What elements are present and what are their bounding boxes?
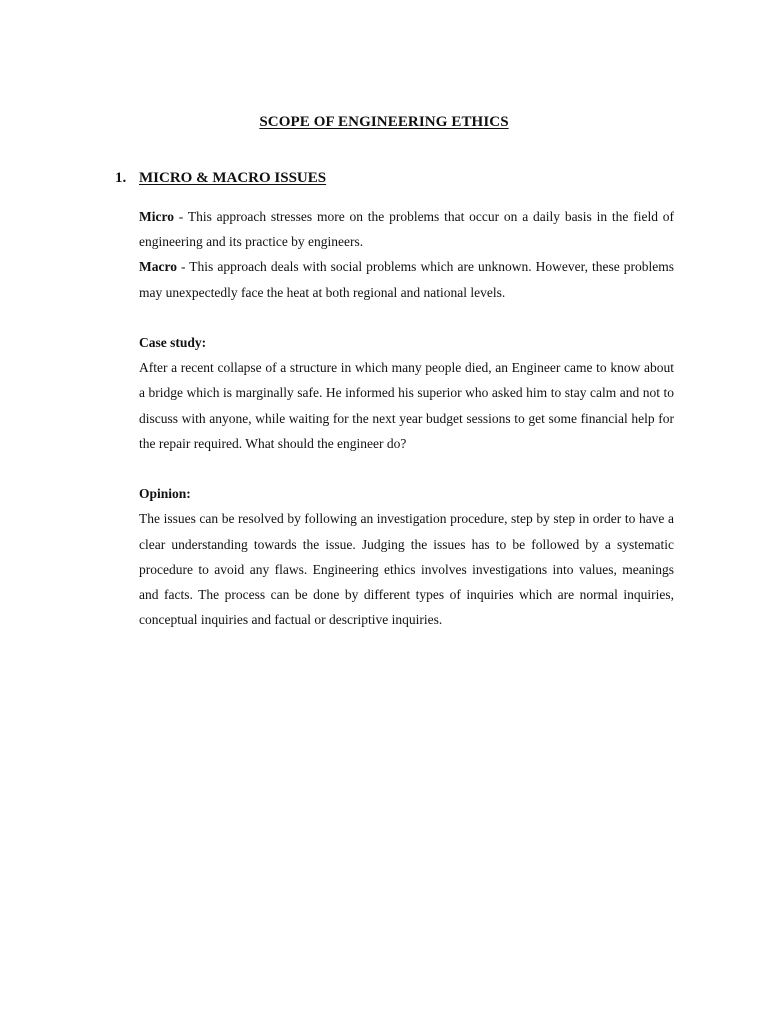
- spacer: [139, 305, 674, 330]
- micro-text: - This approach stresses more on the problems that occur on a daily basis in the field of engineering and its practice by engineers.: [139, 209, 674, 250]
- section-number: 1.: [115, 170, 127, 186]
- document-title: SCOPE OF ENGINEERING ETHICS: [259, 114, 509, 130]
- case-study-text: After a recent collapse of a structure in which many people died, an Engineer came to know about a bridge which is marginally safe. He informed his superior who asked him to stay calm and not to discuss with anyone, while waiting for the next year budget sessions to get some financial help for the repair required. What should the engineer do?: [139, 360, 674, 451]
- section-body: [139, 204, 674, 632]
- micro-paragraph: [139, 204, 674, 254]
- macro-label: Macro: [139, 259, 177, 275]
- section-title: MICRO & MACRO ISSUES: [139, 170, 327, 186]
- opinion-heading: Opinion:: [139, 486, 191, 502]
- case-study-heading: Case study:: [139, 335, 207, 350]
- opinion-text: The issues can be resolved by following an investigation procedure, step by step in order to have a clear understanding towards the issue. Judging the issues has to be followed by a systematic procedure to avoid any flaws. Engineering ethics involves investigations into values, meanings and facts. The process can be done by different types of inquiries which are normal inquiries, conceptual inquiries and factual or descriptive inquiries.: [139, 511, 674, 628]
- macro-paragraph: [139, 254, 674, 304]
- macro-text: - This approach deals with social problems which are unknown. However, these problems may unexpectedly face the heat at both regional and national levels.: [139, 259, 674, 300]
- section-heading: [115, 170, 326, 187]
- micro-label: Micro: [139, 209, 174, 224]
- spacer: [139, 456, 674, 481]
